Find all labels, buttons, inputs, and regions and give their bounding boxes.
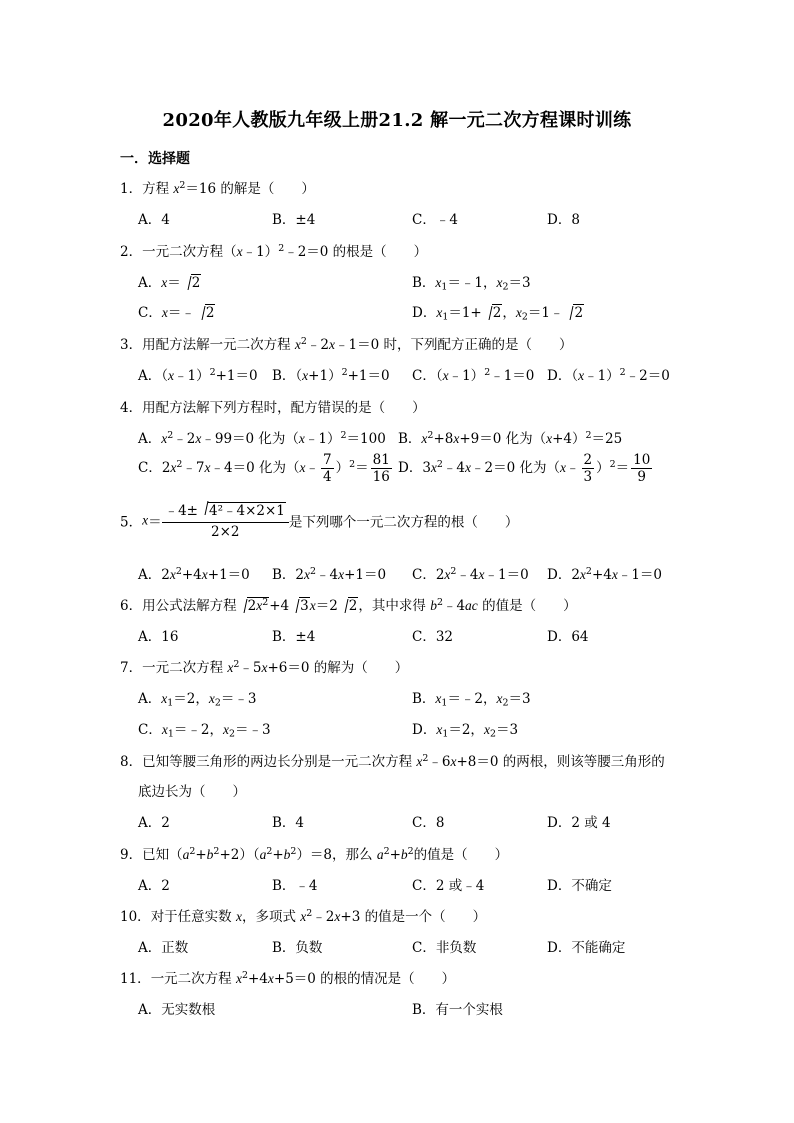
option-d[interactable]: D．$x_1=1+ 2$，$x_2=1﹣$ 2 (412, 305, 584, 323)
question-8: 8．已知等腰三角形的两边长分别是一元二次方程 $x^2﹣6x+8=0$ 的两根，则该等腰三角形的 (120, 752, 665, 770)
question-2-options-row-2 (138, 301, 698, 325)
option-c[interactable]: C．x＝﹣ 2 (138, 305, 215, 321)
option-d[interactable]: D．64 (547, 629, 589, 645)
option-b[interactable]: B．$x^2+8x+9=0$ 化为$(x+4)^2=25$ (398, 429, 623, 447)
option-b[interactable]: B．有一个实根 (412, 1002, 503, 1018)
option-c[interactable]: C．非负数 (412, 940, 477, 956)
option-a[interactable]: A．$2x^2+4x+1=0$ (138, 565, 250, 583)
question-4-options-row-1 (138, 427, 698, 451)
option-b[interactable]: B．$x_1=﹣2$，$x_2=3$ (412, 691, 531, 709)
option-a[interactable]: A．$x_1=2$，$x_2=﹣3$ (138, 691, 257, 709)
option-a[interactable]: A．无实数根 (138, 1002, 216, 1018)
option-d[interactable]: D．8 (547, 212, 580, 228)
option-a[interactable]: A．$x^2﹣2x﹣99=0$ 化为（x﹣1）$^2$＝100 (138, 429, 386, 447)
option-d[interactable]: D．2 或 4 (547, 815, 611, 831)
question-8-line-2: 底边长为（ ） (138, 784, 246, 800)
question-4-options-row-2 (138, 452, 698, 488)
option-c[interactable]: C．$2x^2﹣4x﹣1=0$ (412, 565, 529, 583)
option-d[interactable]: D．（x﹣1）$^2$﹣2＝0 (547, 366, 670, 384)
option-d[interactable]: D．不确定 (547, 878, 612, 894)
question-6-options (138, 625, 698, 649)
question-4: 4．用配方法解下列方程时，配方错误的是（ ） (120, 400, 426, 416)
question-7-options-row-2 (138, 718, 698, 742)
option-d[interactable]: D．$x_1=2$，$x_2=3$ (412, 722, 519, 740)
option-a[interactable]: A．16 (138, 629, 179, 645)
option-b[interactable]: B．$x_1=﹣1$，$x_2=3$ (412, 275, 531, 293)
question-2-options-row-1 (138, 271, 698, 295)
question-5-options (138, 563, 698, 587)
option-b[interactable]: B．﹣4 (272, 878, 318, 894)
option-c[interactable]: C．8 (412, 815, 445, 831)
option-c[interactable]: C．﹣4 (412, 212, 458, 228)
question-9-options (138, 874, 698, 898)
page-title: 2020年人教版九年级上册21.2 解一元二次方程课时训练 (162, 110, 632, 131)
option-c[interactable]: C．（x﹣1）$^2$﹣1＝0 (412, 366, 535, 384)
option-b[interactable]: B．4 (272, 815, 305, 831)
question-3: 3．用配方法解一元二次方程 $x^2﹣2x﹣1=0$ 时，下列配方正确的是（ ） (120, 335, 573, 353)
question-1: 1．方程 $x^2=16$ 的解是（ ） (120, 179, 315, 197)
option-a[interactable]: A．2 (138, 878, 170, 894)
section-heading: 一．选择题 (120, 151, 190, 167)
option-b[interactable]: B．±4 (272, 212, 316, 228)
option-c[interactable]: C．2 或﹣4 (412, 878, 485, 894)
option-d[interactable]: D．$3x^2﹣4x﹣2=0$ 化为（x﹣ $\frac{2}{3}$ ）$^2$＝ $\frac{10}{9}$ (398, 452, 651, 485)
question-10: 10．对于任意实数 x，多项式 $x^2﹣2x+3$ 的值是一个（ ） (120, 907, 487, 925)
option-c[interactable]: C．32 (412, 629, 454, 645)
question-5: 5．x＝ $\frac{\text{﹣4± 4²﹣4×2×1}}{2\times 2}$ 是下列哪个一元二次方程的根（ ） (120, 500, 518, 541)
question-9: 9．已知$(a^2+b^2+2)(a^2+b^2)=8$，那么 $a^2+b^2$的值是（ ） (120, 845, 509, 863)
option-a[interactable]: A．4 (138, 212, 170, 228)
option-a[interactable]: A．正数 (138, 940, 189, 956)
option-b[interactable]: B．负数 (272, 940, 323, 956)
question-11-options (138, 998, 698, 1022)
option-b[interactable]: B．$(x+1)^2+1=0$ (272, 366, 390, 384)
question-6: 6．用公式法解方程 $2x^2+4$ 3x＝2 2，其中求得 $b^2﹣4ac$ 的值是（ ） (120, 596, 577, 614)
option-a[interactable]: A．x＝ 2 (138, 275, 201, 291)
question-1-options (138, 208, 698, 232)
question-3-options (138, 364, 698, 388)
question-8-options (138, 811, 698, 835)
option-c[interactable]: C．$2x^2﹣7x﹣4=0$ 化为（x﹣ $\frac{7}{4}$ ）$^2$＝ $\frac{81}{16}$ (138, 452, 390, 485)
question-7: 7．一元二次方程 $x^2﹣5x+6=0$ 的解为（ ） (120, 658, 409, 676)
option-a[interactable]: A．（x﹣1）$^2$+1＝0 (138, 366, 258, 384)
option-c[interactable]: C．$x_1=﹣2$，$x_2=﹣3$ (138, 722, 271, 740)
question-7-options-row-1 (138, 687, 698, 711)
option-b[interactable]: B．$2x^2﹣4x+1=0$ (272, 565, 387, 583)
option-a[interactable]: A．2 (138, 815, 170, 831)
option-d[interactable]: D．不能确定 (547, 940, 626, 956)
option-d[interactable]: D．$2x^2+4x﹣1=0$ (547, 565, 663, 583)
option-b[interactable]: B．±4 (272, 629, 316, 645)
question-11: 11．一元二次方程 $x^2+4x+5=0$ 的根的情况是（ ） (120, 969, 456, 987)
question-10-options (138, 936, 698, 960)
question-2: 2．一元二次方程（x﹣1）$^2$﹣2＝0 的根是（ ） (120, 242, 428, 260)
